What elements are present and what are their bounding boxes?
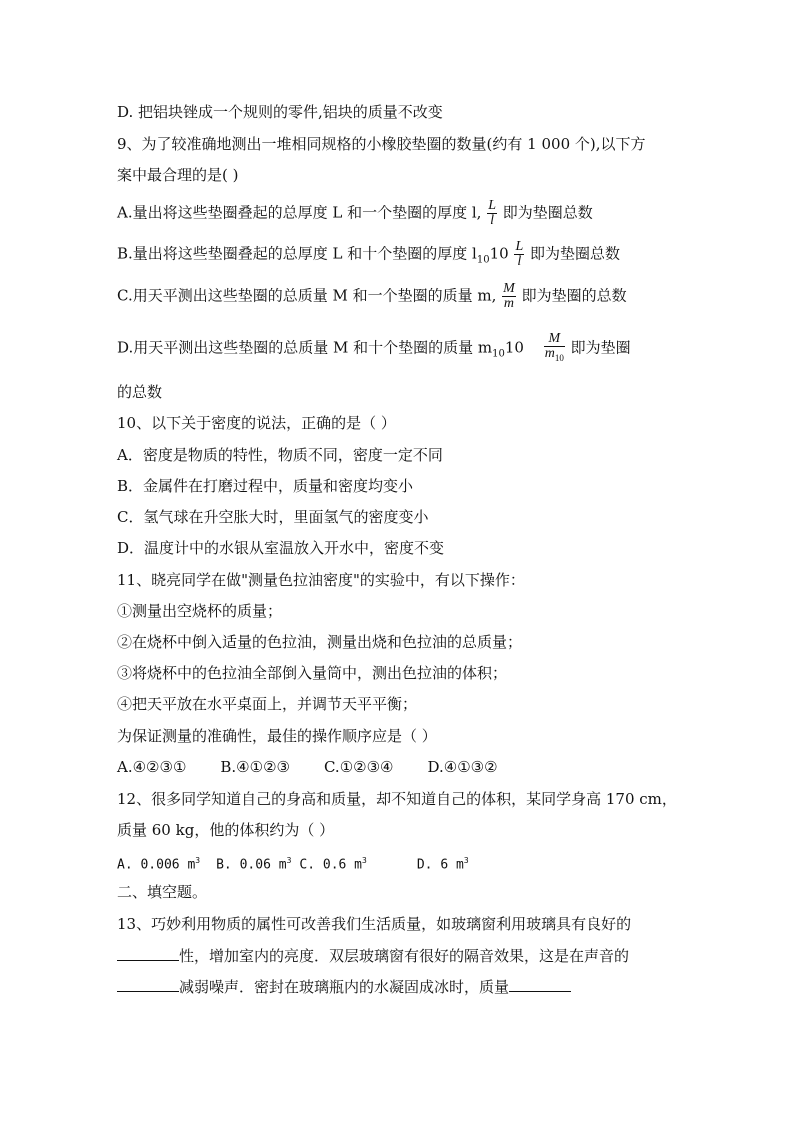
fraction-denominator: m: [503, 296, 515, 311]
question-13-line-3-text: 减弱噪声．密封在玻璃瓶内的水凝固成冰时，质量: [179, 978, 510, 996]
question-10-stem: 10、以下关于密度的说法，正确的是（ ）: [117, 414, 396, 432]
option-d: D.④①③②: [427, 758, 498, 776]
fraction-numerator: L: [515, 239, 524, 254]
question-8-option-d: D. 把铝块锉成一个规则的零件,铝块的质量不改变: [117, 103, 443, 121]
question-9-stem-line-1: 9、为了较准确地测出一堆相同规格的小橡胶垫圈的数量(约有 1 000 个),以下方: [117, 135, 646, 153]
question-13-line-2: [117, 945, 629, 966]
option-b-tail: 即为垫圈总数: [530, 244, 621, 263]
option-d-tail: 即为垫圈: [570, 338, 631, 357]
option-a: A. 0.006 m: [117, 857, 196, 873]
fraction-denominator: l: [517, 254, 522, 269]
option-b-text: B.量出将这些垫圈叠起的总厚度 L 和十个垫圈的厚度 l: [117, 244, 477, 263]
question-13-line-2-text: 性，增加室内的亮度．双层玻璃窗有很好的隔音效果，这是在声音的: [179, 947, 630, 965]
unit-exponent: 3: [195, 856, 201, 865]
question-12-stem-line-2: 质量 60 kg，他的体积约为（ ）: [117, 821, 335, 839]
question-9-option-d: [117, 332, 631, 365]
fraction-l-over-l: [487, 199, 497, 228]
answer-blank[interactable]: [509, 976, 571, 992]
question-13-line-3: [117, 976, 571, 997]
question-10-option-d: D．温度计中的水银从室温放入开水中，密度不变: [117, 539, 445, 557]
fraction-m-over-m10: [544, 332, 565, 365]
question-11-ask: 为保证测量的准确性，最佳的操作顺序应是（ ）: [117, 727, 437, 745]
option-c-tail: 即为垫圈的总数: [521, 286, 627, 305]
option-a: A.④②③①: [117, 758, 187, 776]
fraction-numerator: M: [503, 281, 515, 296]
option-d-subscript: 10: [492, 348, 505, 360]
option-b-subscript: 10: [476, 254, 490, 266]
question-11-step-3: ③将烧杯中的色拉油全部倒入量筒中，测出色拉油的体积；: [117, 664, 508, 682]
denominator-letter: m: [544, 346, 555, 361]
option-a-tail: 即为垫圈总数: [502, 203, 593, 222]
question-12-options: [117, 851, 469, 875]
option-b: B. 0.06 m: [216, 857, 287, 873]
unit-exponent: 3: [286, 856, 292, 865]
fraction-numerator: M: [544, 332, 565, 347]
question-11-step-4: ④把天平放在水平桌面上，并调节天平平衡；: [117, 695, 418, 713]
section-heading-fill-in: 二、填空题。: [117, 883, 208, 901]
question-9-option-b: [117, 240, 620, 271]
option-a-text: A.量出将这些垫圈叠起的总厚度 L 和一个垫圈的厚度 l,: [117, 203, 482, 222]
unit-exponent: 3: [463, 856, 469, 865]
question-11-step-2: ②在烧杯中倒入适量的色拉油，测量出烧和色拉油的总质量；: [117, 633, 523, 651]
question-11-options: [117, 757, 498, 777]
fraction-m-over-m: [502, 282, 516, 311]
fraction-numerator: L: [488, 198, 497, 213]
option-d-coefficient: 10: [504, 338, 524, 357]
question-10-option-a: A．密度是物质的特性，物质不同，密度一定不同: [117, 446, 443, 464]
fraction-denominator: l: [490, 213, 495, 228]
question-9-option-c: [117, 282, 627, 311]
option-d: D. 6 m: [416, 857, 464, 873]
option-b: B.④①②③: [220, 758, 290, 776]
question-11-step-1: ①测量出空烧杯的质量；: [117, 602, 283, 620]
denominator-subscript: 10: [554, 352, 564, 363]
question-13-line-1: 13、巧妙利用物质的属性可改善我们生活质量，如玻璃窗利用玻璃具有良好的: [117, 915, 632, 933]
answer-blank[interactable]: [117, 976, 179, 992]
fraction-denominator: [544, 347, 565, 365]
question-10-option-b: B．金属件在打磨过程中，质量和密度均变小: [117, 477, 414, 495]
question-9-option-a: [117, 199, 593, 228]
option-d-text: D.用天平测出这些垫圈的总质量 M 和十个垫圈的质量 m: [117, 338, 493, 357]
question-9-option-d-continued: 的总数: [117, 383, 163, 401]
question-11-stem: 11、晓亮同学在做"测量色拉油密度"的实验中，有以下操作：: [117, 571, 525, 589]
answer-blank[interactable]: [117, 945, 179, 961]
option-b-coefficient: 10: [489, 244, 509, 263]
question-10-option-c: C．氢气球在升空胀大时，里面氢气的密度变小: [117, 508, 429, 526]
question-9-stem-line-2: 案中最合理的是( ): [117, 166, 239, 184]
unit-exponent: 3: [362, 856, 367, 865]
option-c: C.①②③④: [323, 758, 394, 776]
option-c-text: C.用天平测出这些垫圈的总质量 M 和一个垫圈的质量 m,: [117, 286, 497, 305]
question-12-stem-line-1: 12、很多同学知道自己的身高和质量，却不知道自己的体积，某同学身高 170 cm，: [117, 790, 677, 808]
fraction-l-over-l-b: [514, 240, 524, 269]
option-c: C. 0.6 m: [299, 857, 363, 873]
